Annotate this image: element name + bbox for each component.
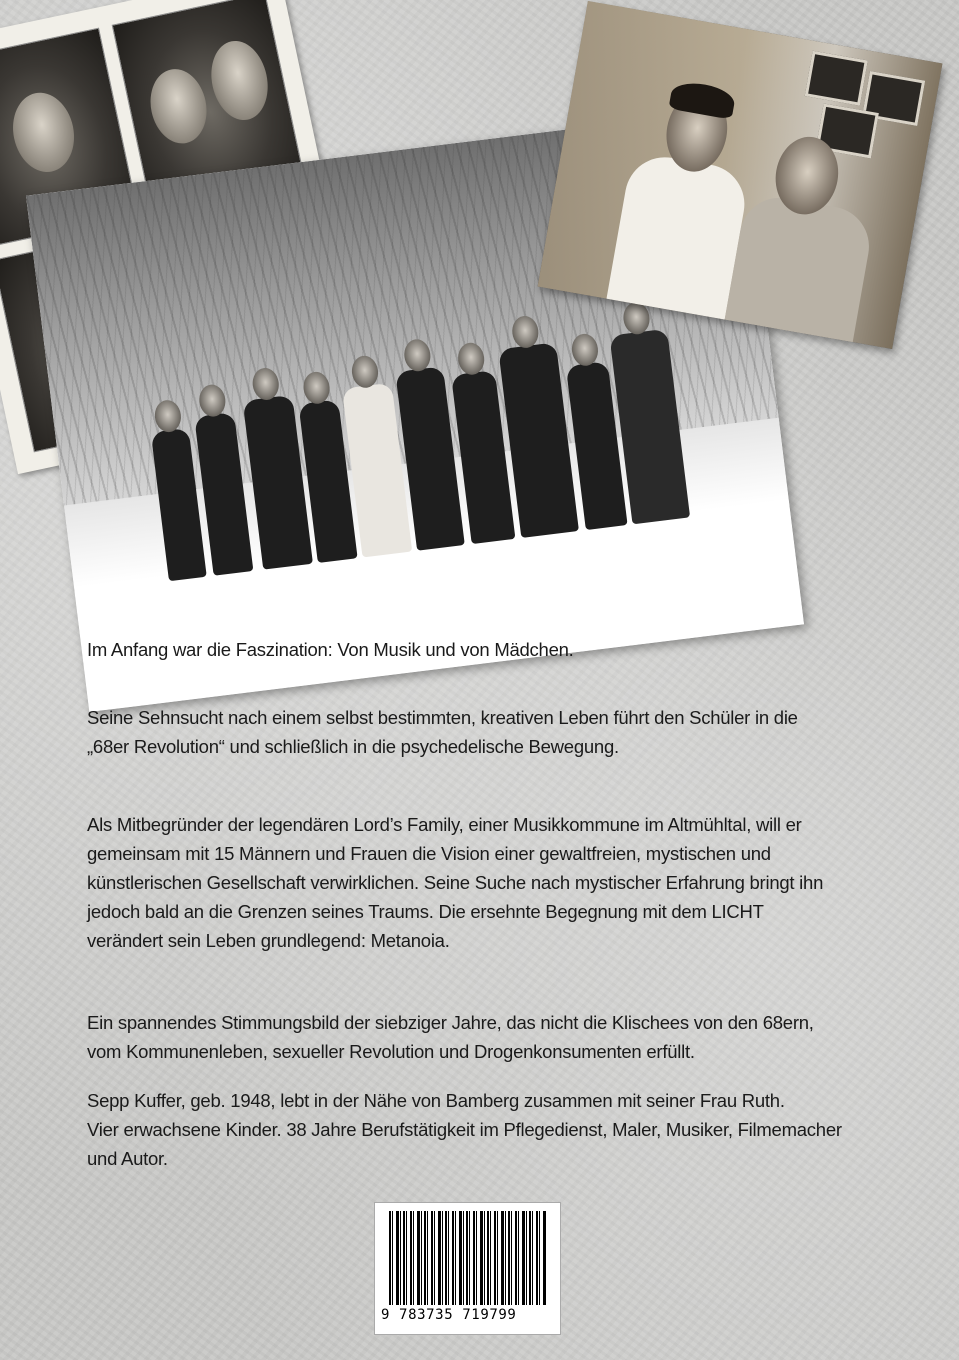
paragraph-mood: Ein spannendes Stimmungsbild der siebziger Jahre, das nicht die Klischees von den 68ern, vom Kommunenleben, sexueller Revolution und Drogenkonsumenten erfüllt. (87, 1012, 814, 1062)
paragraph-intro: Im Anfang war die Faszination: Von Musik und von Mädchen. (87, 639, 574, 660)
paragraph-author: Sepp Kuffer, geb. 1948, lebt in der Nähe von Bamberg zusammen mit seiner Frau Ruth. Vier erwachsene Kinder. 38 Jahre Berufstätigkeit im Pflegedienst, Maler, Musiker, Filmemacher und Autor. (87, 1090, 842, 1169)
paragraph-lords-family: Als Mitbegründer der legendären Lord’s Family, einer Musikkommune im Altmühltal, will er gemeinsam mit 15 Männern und Frauen die Vision einer gewaltfreien, mystischen und künstlerischen Gesellschaft verwirklichen. Seine Suche nach mystischer Erfahrung bringt ihn jedoch bald an die Grenzen seines Traums. Die ersehnte Begegnung mit dem LICHT verändert sein Leben grundlegend: Metanoia. (87, 814, 824, 951)
isbn-barcode (374, 1202, 561, 1335)
paragraph-longing: Seine Sehnsucht nach einem selbst bestimmten, kreativen Leben führt den Schüler in die „68er Revolution“ und schließlich in die psychedelische Bewegung. (87, 707, 798, 757)
two-men-photo (538, 1, 943, 349)
barcode-bars (389, 1211, 546, 1305)
barcode-digits: 9 783735 719799 (381, 1307, 517, 1323)
